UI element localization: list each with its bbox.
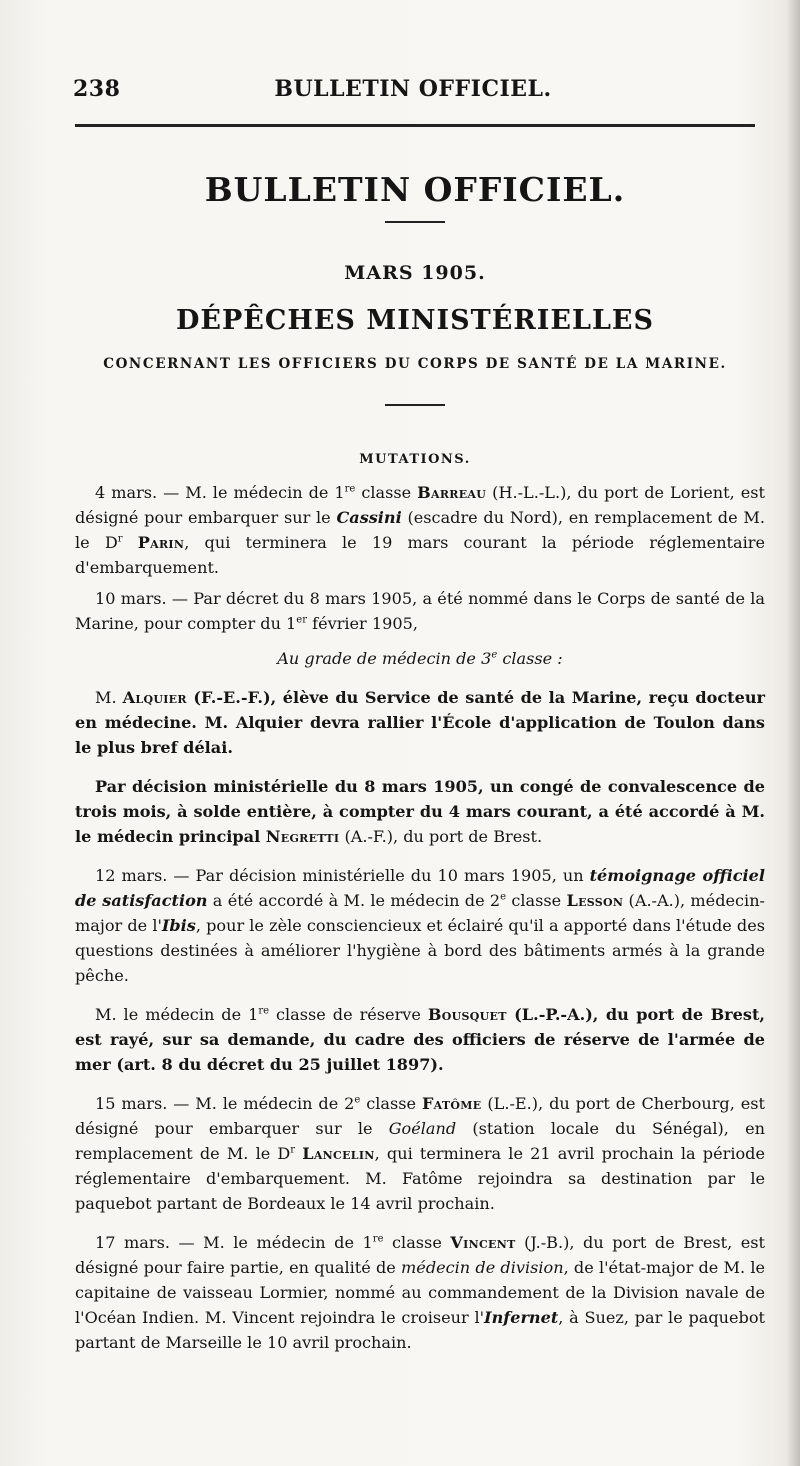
superscript: er	[296, 614, 307, 626]
text-run: Par décision ministérielle du 8 mars 1905, un congé de convalescence de trois mois, à solde entière, à compter du 4 mars courant, a été accordé à M. le médecin principal	[75, 777, 765, 846]
paragraph-17-mars	[75, 1230, 765, 1355]
superscript: r	[117, 533, 123, 545]
text-run: 12 mars. — Par décision ministérielle du 10 mars 1905, un	[95, 866, 590, 885]
text-run: février 1905,	[307, 614, 418, 633]
text-run: M.	[95, 688, 123, 707]
running-title: BULLETIN OFFICIEL.	[274, 76, 552, 102]
month-heading: MARS 1905.	[344, 262, 486, 284]
text-run: , pour le zèle consciencieux et éclairé qu'il a apporté dans l'étude des questions destinées à améliorer l'hygiène à bord des bâtiments armés à la grande pêche.	[75, 916, 765, 985]
text-run: classe	[506, 891, 567, 910]
paragraph-10-mars	[75, 586, 765, 636]
text-run: (station locale du Sénégal), en remplacement de M. le D	[75, 1119, 765, 1163]
paragraph-alquier	[75, 685, 765, 760]
ship-name: Goéland	[388, 1119, 457, 1138]
paragraph-conge	[75, 774, 765, 849]
person-name: Lancelin	[302, 1144, 375, 1163]
text-run: (L.-P.-A.), du port de Brest, est rayé, sur sa demande, du cadre des officiers de réserve de l'armée de mer (art. 8 du décret du 25 juillet 1897).	[75, 1005, 765, 1074]
section-title: DÉPÊCHES MINISTÉRIELLES	[175, 305, 655, 336]
person-name: Negretti	[265, 827, 340, 846]
superscript: e	[491, 649, 498, 661]
superscript: e	[354, 1094, 361, 1106]
superscript: r	[290, 1144, 296, 1156]
text-run: (H.-L.-L.), du port de Lorient, est désigné pour embarquer sur le	[75, 483, 765, 527]
running-head	[73, 76, 753, 106]
body-text	[75, 480, 765, 1369]
superscript: re	[258, 1005, 270, 1017]
text-run: 17 mars. — M. le médecin de 1	[95, 1233, 373, 1252]
header-rule	[75, 124, 755, 127]
text-run: (escadre du Nord), en remplacement de M. le D	[75, 508, 765, 552]
paragraph-bousquet	[75, 1002, 765, 1077]
person-name: Vincent	[450, 1233, 516, 1252]
text-run: 10 mars. — Par décret du 8 mars 1905, a été nommé dans le Corps de santé de la Marine, pour compter du 1	[75, 589, 765, 633]
text-run: (A.-F.), du port de Brest.	[339, 827, 543, 846]
text-run: classe	[355, 483, 418, 502]
ship-name: Infernet	[484, 1308, 559, 1327]
paragraph-12-mars	[75, 863, 765, 988]
ship-name: Cassini	[336, 508, 402, 527]
text-run: M. le médecin de 1	[95, 1005, 259, 1024]
text-run: (F.-E.-F.), élève du Service de santé de la Marine, reçu docteur en médecine. M. Alquier devra rallier l'École d'application de Toulon dans le plus bref délai.	[75, 688, 766, 757]
mutations-heading: MUTATIONS.	[359, 452, 471, 467]
section-subtitle: CONCERNANT LES OFFICIERS DU CORPS DE SANTÉ DE LA MARINE.	[103, 356, 727, 372]
text-run: , à Suez, par le paquebot partant de Marseille le 10 avril prochain.	[75, 1308, 766, 1352]
text-run: 15 mars. — M. le médecin de 2	[95, 1094, 355, 1113]
person-name: Parin	[137, 533, 185, 552]
title-divider	[385, 221, 445, 223]
italic-phrase: médecin de division	[401, 1258, 564, 1277]
text-run: classe de réserve	[269, 1005, 428, 1024]
section-divider	[385, 404, 445, 406]
text-run: classe	[383, 1233, 451, 1252]
text-run: (A.-A.), médecin-major de l'	[75, 891, 765, 935]
text-run: Au grade de médecin de 3	[277, 649, 492, 668]
superscript: re	[344, 483, 356, 495]
person-name: Lesson	[566, 891, 624, 910]
main-title: BULLETIN OFFICIEL.	[204, 170, 626, 209]
text-run: , qui terminera le 21 avril prochain la période réglementaire d'embarquement. M. Fatôme rejoindra sa destination par le paquebot partant de Bordeaux le 14 avril prochain.	[75, 1144, 765, 1213]
text-run: classe :	[497, 649, 563, 668]
text-run: (L.-E.), du port de Cherbourg, est désigné pour embarquer sur le	[75, 1094, 765, 1138]
text-run: a été accordé à M. le médecin de 2	[207, 891, 501, 910]
person-name: Fatôme	[421, 1094, 482, 1113]
person-name: Alquier	[122, 688, 187, 707]
paragraph-15-mars	[75, 1091, 765, 1216]
italic-phrase: témoignage officiel de satisfaction	[75, 866, 765, 910]
text-run	[123, 533, 138, 552]
superscript: e	[500, 891, 507, 903]
text-run: (J.-B.), du port de Brest, est désigné pour faire partie, en qualité de	[75, 1233, 765, 1277]
text-run: , qui terminera le 19 mars courant la période réglementaire d'embarquement.	[75, 533, 765, 577]
text-run: 4 mars. — M. le médecin de 1	[95, 483, 345, 502]
page-number: 238	[73, 76, 121, 102]
person-name: Barreau	[417, 483, 487, 502]
paragraph-4-mars	[75, 480, 765, 580]
superscript: re	[372, 1233, 384, 1245]
ship-name: Ibis	[161, 916, 196, 935]
text-run: classe	[360, 1094, 422, 1113]
page-edge-shadow	[786, 0, 800, 1466]
text-run: , de l'état-major de M. le capitaine de vaisseau Lormier, nommé au commandement de la Division navale de l'Océan Indien. M. Vincent rejoindra le croiseur l'	[75, 1258, 766, 1327]
grade-heading	[75, 646, 765, 671]
person-name: Bousquet	[427, 1005, 507, 1024]
